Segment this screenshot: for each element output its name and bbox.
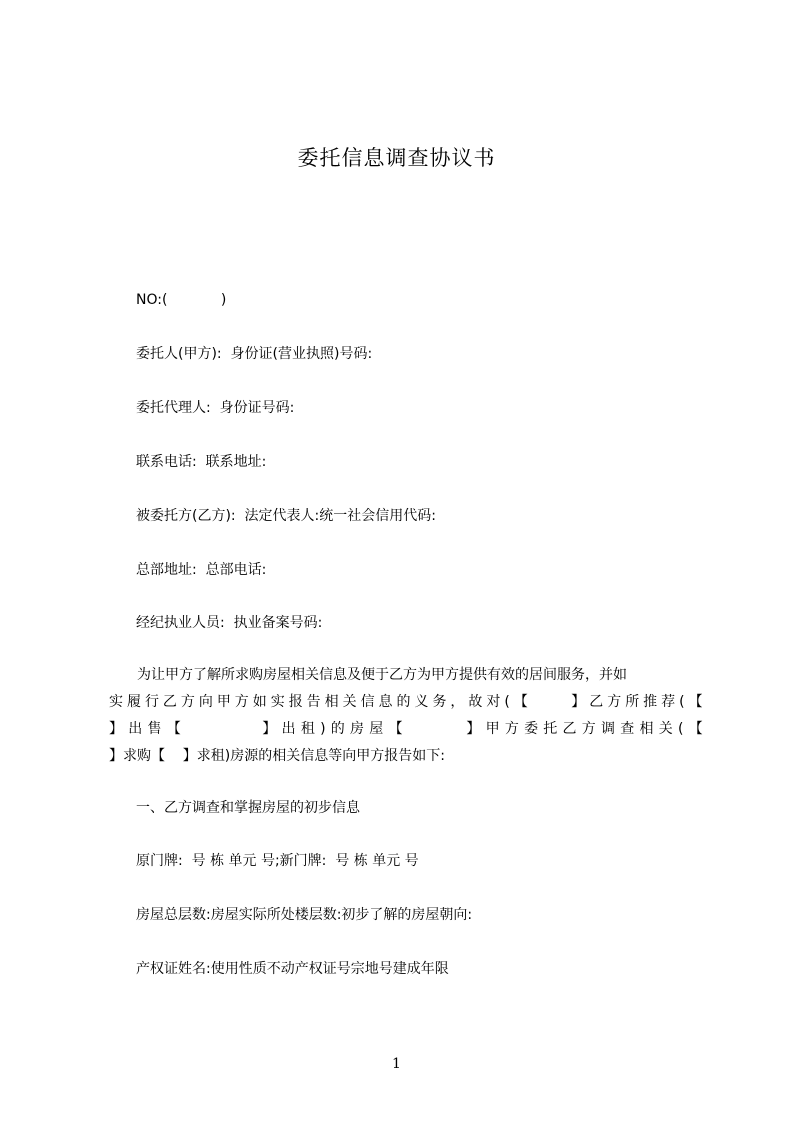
glyph: 出	[281, 721, 296, 737]
page-number: 1	[392, 1056, 401, 1072]
glyph: 】	[466, 721, 481, 737]
paragraph-text: 为让甲方了解所求购房屋相关信息及便于乙方为甲方提供有效的居间服务，并如	[137, 667, 627, 683]
glyph: 相	[639, 721, 654, 737]
glyph: 查	[620, 721, 635, 737]
glyph: 】	[571, 694, 586, 710]
section-1-heading: 一、乙方调查和掌握房屋的初步信息	[136, 800, 360, 816]
blank-space	[408, 716, 461, 743]
paragraph-text: 】求购【 】求租)房源的相关信息等向甲方报告如下:	[109, 748, 445, 764]
glyph: 【	[388, 721, 403, 737]
glyph: 方	[504, 721, 519, 737]
glyph: 履	[126, 694, 141, 710]
glyph: 如	[252, 694, 267, 710]
paragraph-line-4	[109, 743, 703, 770]
document-title: 委托信息调查协议书	[297, 146, 496, 170]
glyph: 房	[350, 721, 365, 737]
glyph: 推	[643, 694, 658, 710]
field-property: 产权证姓名:使用性质不动产权证号宗地号建成年限	[136, 961, 449, 977]
glyph: 出	[128, 721, 143, 737]
glyph: 方	[581, 721, 596, 737]
glyph: 【	[688, 721, 703, 737]
glyph: 荐	[661, 694, 676, 710]
field-broker: 经纪执业人员: 执业备案号码:	[136, 615, 323, 631]
field-hq: 总部地址: 总部电话:	[136, 562, 267, 578]
glyph: 【	[688, 694, 703, 710]
glyph: )	[320, 721, 326, 737]
glyph: 务	[432, 694, 447, 710]
glyph: (	[504, 694, 510, 710]
glyph: 方	[180, 694, 195, 710]
glyph: 租	[300, 721, 315, 737]
glyph: 对	[486, 694, 501, 710]
glyph: 的	[330, 721, 345, 737]
field-agent: 委托代理人: 身份证号码:	[136, 400, 295, 416]
paragraph-line-2	[109, 689, 703, 716]
field-trustee: 被委托方(乙方): 法定代表人:统一社会信用代码:	[136, 508, 436, 524]
field-principal: 委托人(甲方): 身份证(营业执照)号码:	[136, 346, 373, 362]
glyph: 方	[607, 694, 622, 710]
glyph: 乙	[562, 721, 577, 737]
glyph: 委	[524, 721, 539, 737]
glyph: 实	[270, 694, 285, 710]
glyph: (	[679, 694, 685, 710]
glyph: 屋	[369, 721, 384, 737]
glyph: 托	[543, 721, 558, 737]
blank-space	[186, 716, 257, 743]
glyph: 乙	[589, 694, 604, 710]
glyph: 相	[324, 694, 339, 710]
glyph: 售	[147, 721, 162, 737]
glyph: 告	[306, 694, 321, 710]
field-doorplate: 原门牌: 号 栋 单元 号;新门牌: 号 栋 单元 号	[136, 853, 419, 869]
glyph: 义	[414, 694, 429, 710]
glyph: 】	[109, 721, 123, 737]
glyph: 甲	[216, 694, 231, 710]
blank-space	[532, 689, 568, 716]
glyph: 息	[378, 694, 393, 710]
glyph: 实	[109, 694, 123, 710]
glyph: 所	[625, 694, 640, 710]
glyph: 信	[360, 694, 375, 710]
glyph: 故	[468, 694, 483, 710]
field-floors: 房屋总层数:房屋实际所处楼层数:初步了解的房屋朝向:	[136, 907, 473, 923]
glyph: 】	[262, 721, 277, 737]
paragraph-line-3	[109, 716, 703, 743]
glyph: 关	[658, 721, 673, 737]
glyph: 行	[144, 694, 159, 710]
paragraph-line-1	[109, 662, 703, 689]
glyph: 【	[513, 694, 528, 710]
glyph: 甲	[485, 721, 500, 737]
field-contact: 联系电话: 联系地址:	[136, 454, 267, 470]
glyph: 的	[396, 694, 411, 710]
entrustment-paragraph	[109, 662, 703, 770]
glyph: 乙	[162, 694, 177, 710]
glyph: 向	[198, 694, 213, 710]
field-no: NO:( )	[136, 292, 227, 308]
glyph: 报	[288, 694, 303, 710]
glyph: 关	[342, 694, 357, 710]
glyph: (	[677, 721, 684, 737]
glyph: 调	[601, 721, 615, 737]
glyph: 方	[234, 694, 249, 710]
glyph: 【	[166, 721, 181, 737]
glyph: ，	[450, 694, 465, 710]
